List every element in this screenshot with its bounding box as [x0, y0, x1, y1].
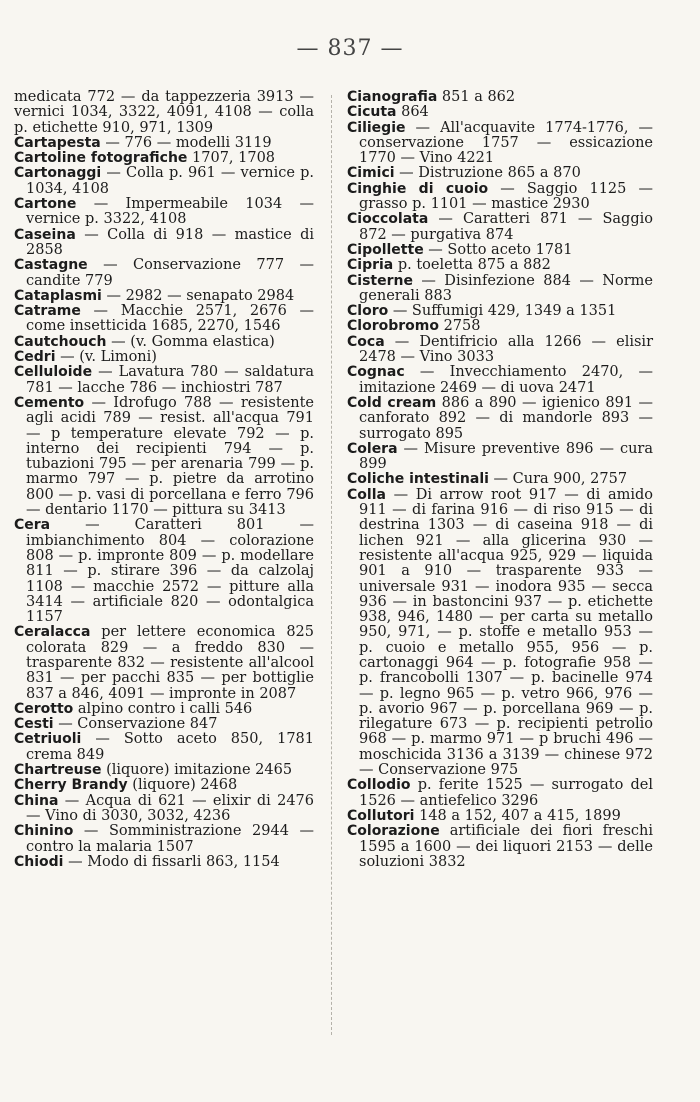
- index-entry: [14, 258, 314, 289]
- index-entry: [14, 732, 314, 763]
- index-entry: [14, 855, 314, 870]
- index-entry: [14, 228, 314, 259]
- entry-heading: Chiodi: [14, 853, 64, 870]
- entry-heading: Cisterne: [347, 272, 413, 289]
- entry-heading: Coliche intestinali: [347, 471, 489, 488]
- entry-heading: Cipria: [347, 257, 394, 274]
- entry-heading: Cartone: [14, 196, 77, 213]
- entry-heading: Colorazione: [347, 823, 440, 840]
- index-entry: [14, 518, 314, 625]
- index-entry: [347, 442, 653, 473]
- entry-references: — All'acquavite 1774-1776, — conservazione 1757 — essicazione 1770 — Vino 4221: [359, 119, 653, 167]
- entry-references: — Caratteri 801 — imbianchimento 804 — colorazione 808 — p. impronte 809 — p. modellare 811 — p. stirare 396 — da calzolaj 1108 — macchie 2572 — pitture alla 3414 — artificiale 820 — odontalgica 1157: [26, 517, 314, 626]
- entry-references: — (v. Limoni): [55, 349, 157, 366]
- entry-references: — Macchie 2571, 2676 — come insetticida 1685, 2270, 1546: [26, 303, 314, 335]
- entry-heading: Colera: [347, 440, 398, 457]
- entry-heading: Ciliegie: [347, 119, 406, 136]
- index-entry: [347, 488, 653, 779]
- index-entry: [347, 365, 653, 396]
- index-entry: [347, 105, 653, 120]
- entry-heading: Cautchouch: [14, 333, 107, 350]
- index-entry: [347, 809, 653, 824]
- entry-heading: Cold cream: [347, 394, 437, 411]
- index-entry: [347, 335, 653, 366]
- entry-heading: Cedri: [14, 349, 56, 366]
- entry-heading: Collodio: [347, 777, 411, 794]
- entry-heading: Cemento: [14, 394, 85, 411]
- entry-heading: Cicuta: [347, 104, 397, 121]
- index-entry: [347, 121, 653, 167]
- index-entry: [14, 90, 314, 136]
- entry-heading: Clorobromo: [347, 318, 439, 335]
- index-column-left: [14, 90, 314, 870]
- entry-references: 2758: [438, 318, 481, 335]
- index-column-right: [347, 90, 653, 870]
- index-entry: [347, 243, 653, 258]
- index-entry: [14, 365, 314, 396]
- entry-references: — (v. Gomma elastica): [106, 333, 275, 350]
- entry-heading: Cesti: [14, 716, 54, 733]
- entry-heading: Cognac: [347, 364, 405, 381]
- entry-heading: Cartoline fotografiche: [14, 150, 188, 167]
- entry-references: — Conservazione 847: [53, 716, 218, 733]
- entry-references: — Di arrow root 917 — di amido 911 — di farina 916 — di riso 915 — di destrina 1303 — di caseina 918 — di lichen 921 — alla glicerina 930 — resistente all'acqua 925, 929 — liquida 901 a 910 — trasparente 933 — universale 931 — inodora 935 — secca 936 — in bastoncini 937 — p. etichette 938, 946, 1480 — per carta su metallo 950, 971, — p. stoffe e metallo 953 — p. cuoio e metallo 955, 956 — p. cartonaggi 964 — p. fotografie 958 — p. francobolli 1307 — p. bacinelle 974 — p. legno 965 — p. vetro 966, 976 — p. avorio 967 — p. porcellana 969 — p. rilegature 673 — p. recipienti petrolio 968 — p. marmo 971 — p bruchi 496 — moschicida 3136 a 3139 — chinese 972 — Conservazione 975: [359, 486, 653, 779]
- entry-references: per lettere economica 825 colorata 829 — a freddo 830 — trasparente 832 — resistente all'alcool 831 — per pacchi 835 — per bottiglie 837 a 846, 4091 — impronte in 2087: [26, 624, 314, 702]
- entry-references: 851 a 862: [437, 89, 516, 105]
- index-entry: [347, 319, 653, 334]
- entry-references: — Sotto aceto 1781: [423, 241, 573, 258]
- index-entry: [14, 763, 314, 778]
- index-entry: [14, 717, 314, 732]
- entry-heading: Collutori: [347, 807, 415, 824]
- entry-references: — 2982 — senapato 2984: [101, 287, 295, 304]
- index-entry: [14, 304, 314, 335]
- entry-heading: Cetriuoli: [14, 731, 82, 748]
- entry-heading: Cloro: [347, 303, 389, 320]
- entry-heading: Cartapesta: [14, 134, 101, 151]
- entry-heading: China: [14, 792, 59, 809]
- entry-heading: Cinghie di cuoio: [347, 180, 489, 197]
- entry-heading: Chinino: [14, 823, 74, 840]
- entry-references: — Colla di 918 — mastice di 2858: [26, 226, 314, 258]
- entry-references: — Modo di fissarli 863, 1154: [63, 853, 280, 870]
- page-number: — 837 —: [296, 36, 404, 61]
- entry-heading: Cipollette: [347, 241, 424, 258]
- entry-references: — Saggio 1125 — grasso p. 1101 — mastice 2930: [359, 180, 653, 213]
- entry-heading: Caseina: [14, 226, 76, 243]
- entry-references: alpino contro i calli 546: [73, 700, 253, 717]
- index-entry: [347, 304, 653, 319]
- index-entry: [14, 702, 314, 717]
- entry-references: 148 a 152, 407 a 415, 1899: [414, 807, 621, 824]
- index-entry: [14, 151, 314, 166]
- index-entry: [347, 212, 653, 243]
- index-entry: [347, 166, 653, 181]
- entry-references: 886 a 890 — igienico 891 — canforato 892 — di mandorle 893 — surrogato 895: [359, 394, 653, 442]
- index-entry: [14, 778, 314, 793]
- entry-references: — Conservazione 777 — candite 779: [26, 257, 314, 289]
- entry-references: — Dentifricio alla 1266 — elisir 2478 — Vino 3033: [359, 333, 653, 366]
- entry-heading: Coca: [347, 333, 385, 350]
- entry-references: (liquore) 2468: [127, 777, 238, 794]
- entry-references: (liquore) imitazione 2465: [101, 762, 293, 779]
- entry-references: — Somministrazione 2944 — contro la malaria 1507: [26, 823, 314, 855]
- entry-references: — Cura 900, 2757: [488, 471, 628, 488]
- entry-heading: Celluloide: [14, 364, 93, 381]
- index-entry: [14, 197, 314, 228]
- index-entry: [347, 778, 653, 809]
- entry-references: — Caratteri 871 — Saggio 872 — purgativa 874: [359, 211, 653, 243]
- index-entry: [347, 182, 653, 213]
- entry-heading: Cera: [14, 517, 51, 534]
- entry-heading: Cherry Brandy: [14, 777, 128, 794]
- column-divider: [331, 95, 332, 1035]
- entry-heading: Colla: [347, 486, 386, 503]
- entry-references: — Invecchiamento 2470, — imitazione 2469 — di uova 2471: [359, 364, 653, 396]
- entry-heading: Cianografia: [347, 89, 438, 105]
- entry-heading: Cerotto: [14, 700, 74, 717]
- index-entry: [14, 136, 314, 151]
- entry-heading: Ceralacca: [14, 624, 91, 641]
- entry-references: — Distruzione 865 a 870: [394, 165, 581, 182]
- entry-heading: Cataplasmi: [14, 287, 102, 304]
- index-entry: [14, 335, 314, 350]
- index-entry: [14, 794, 314, 825]
- index-entry: [14, 396, 314, 518]
- entry-references: medicata 772 — da tappezzeria 3913 — vernici 1034, 3322, 4091, 4108 — colla p. etichette 910, 971, 1309: [14, 89, 314, 136]
- entry-heading: Chartreuse: [14, 762, 102, 779]
- entry-references: 1707, 1708: [187, 150, 276, 167]
- index-entry: [14, 289, 314, 304]
- entry-heading: Cimici: [347, 165, 395, 182]
- entry-references: — Colla p. 961 — vernice p. 1034, 4108: [26, 165, 314, 197]
- index-entry: [347, 274, 653, 305]
- entry-references: — Impermeabile 1034 — vernice p. 3322, 4108: [26, 196, 314, 228]
- entry-references: — 776 — modelli 3119: [100, 134, 272, 151]
- entry-references: — Idrofugo 788 — resistente agli acidi 789 — resist. all'acqua 791 — p temperature elevate 792 — p. interno dei recipienti 794 — p. tubazioni 795 — per arenaria 799 — p. marmo 797 — p. pietre da arrotino 800 — p. vasi di porcellana e ferro 796 — dentario 1170 — pittura su 3413: [26, 394, 314, 519]
- entry-heading: Castagne: [14, 257, 88, 274]
- index-entry: [347, 824, 653, 870]
- index-entry: [14, 350, 314, 365]
- entry-heading: Cartonaggi: [14, 165, 102, 182]
- entry-references: — Suffumigi 429, 1349 a 1351: [388, 303, 617, 320]
- entry-references: p. ferite 1525 — surrogato del 1526 — antiefelico 3296: [359, 777, 653, 809]
- index-entry: [14, 625, 314, 701]
- entry-references: p. toeletta 875 a 882: [393, 257, 551, 274]
- entry-references: — Misure preventive 896 — cura 899: [359, 440, 653, 473]
- entry-references: 864: [396, 104, 429, 121]
- index-entry: [347, 396, 653, 442]
- entry-heading: Cioccolata: [347, 211, 429, 228]
- index-entry: [347, 90, 653, 105]
- entry-references: — Acqua di 621 — elixir di 2476 — Vino di 3030, 3032, 4236: [26, 792, 314, 824]
- entry-references: — Lavatura 780 — saldatura 781 — lacche 786 — inchiostri 787: [26, 364, 314, 396]
- index-entry: [347, 472, 653, 487]
- entry-references: — Disinfezione 884 — Norme generali 883: [359, 272, 653, 304]
- index-entry: [14, 166, 314, 197]
- index-entry: [347, 258, 653, 273]
- entry-references: — Sotto aceto 850, 1781 crema 849: [26, 731, 314, 763]
- index-entry: [14, 824, 314, 855]
- entry-heading: Catrame: [14, 303, 81, 320]
- entry-references: artificiale dei fiori freschi 1595 a 1600 — dei liquori 2153 — delle soluzioni 3832: [359, 823, 653, 870]
